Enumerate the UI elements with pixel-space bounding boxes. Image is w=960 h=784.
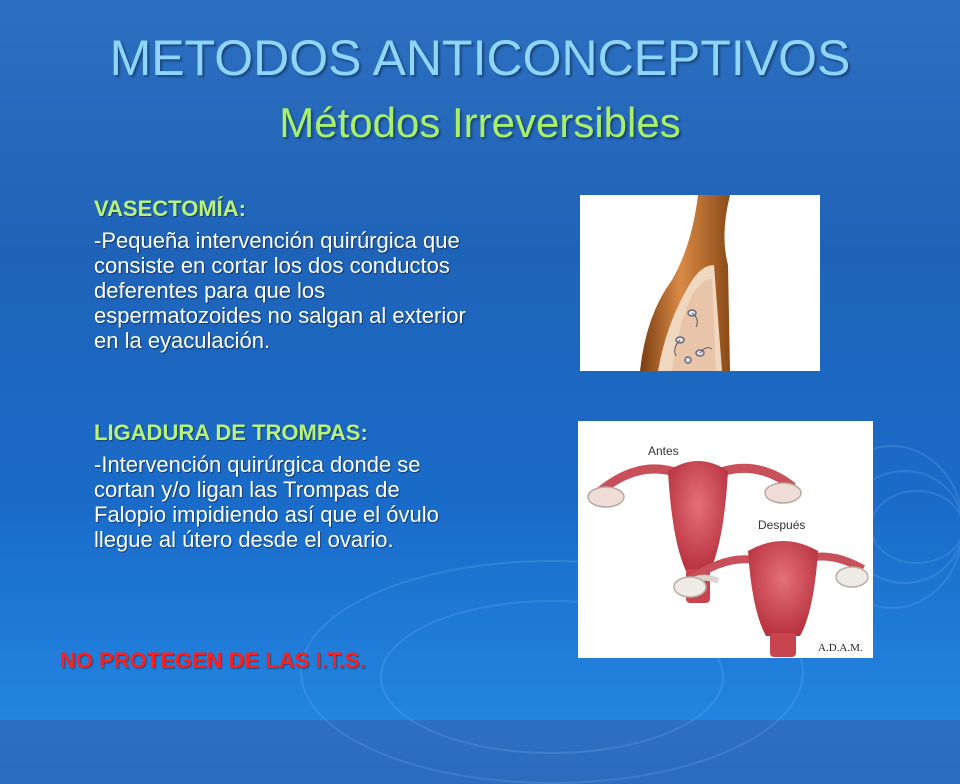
uterus-illustration	[578, 421, 873, 658]
tubal-ligation-description: -Intervención quirúrgica donde se cortan y/o ligan las Trompas de Falopio impidiendo así que el óvulo llegue al útero desde el ovario.	[94, 452, 439, 552]
slide-subtitle: Métodos Irreversibles	[279, 99, 681, 146]
before-label: Antes	[648, 444, 679, 458]
tubal-ligation-heading: LIGADURA DE TROMPAS:	[94, 420, 368, 445]
after-label: Después	[758, 518, 806, 532]
vasectomy-section	[94, 196, 474, 353]
vas-deferens-illustration	[580, 195, 820, 371]
adam-credit: A.D.A.M.	[818, 642, 863, 654]
tubal-ligation-section	[94, 420, 474, 552]
sti-warning: NO PROTEGEN DE LAS I.T.S.	[60, 648, 366, 673]
slide-title: METODOS ANTICONCEPTIVOS	[109, 30, 851, 86]
vasectomy-heading: VASECTOMÍA:	[94, 196, 246, 221]
vasectomy-description: -Pequeña intervención quirúrgica que consiste en cortar los dos conductos deferentes para que los espermatozoides no salgan al exterior en la eyaculación.	[94, 228, 466, 353]
